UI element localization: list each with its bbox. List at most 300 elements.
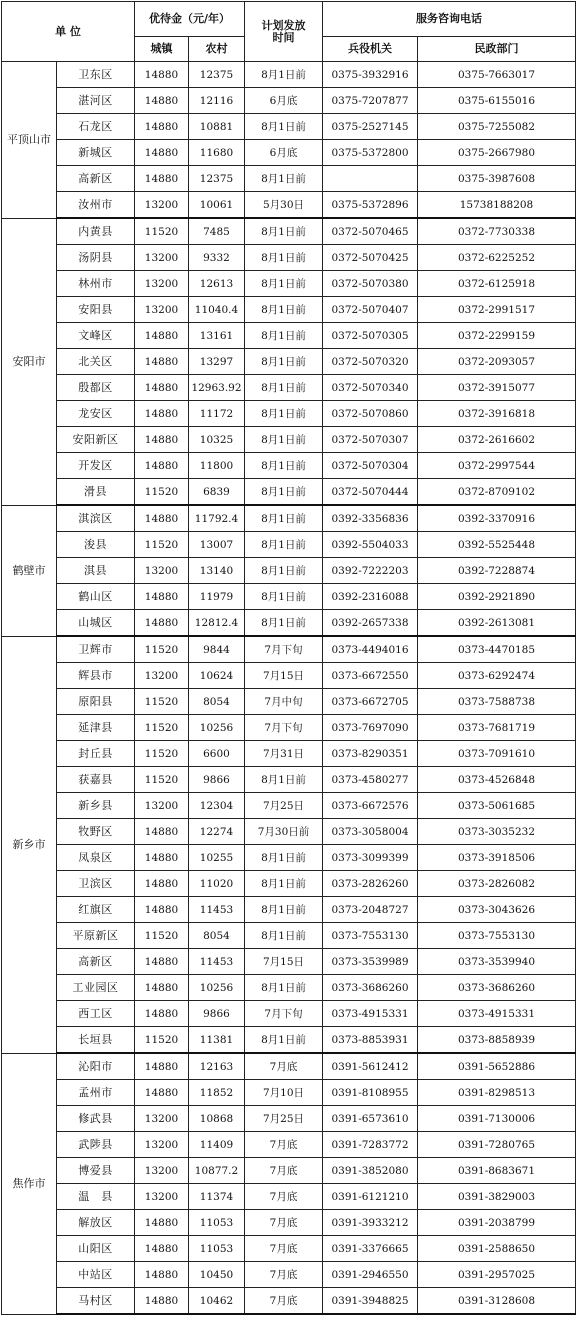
urban-amount: 13200 (135, 1158, 189, 1184)
urban-amount: 14880 (135, 114, 189, 140)
unit-name: 安阳新区 (57, 427, 135, 453)
plan-time: 7月15日 (245, 949, 323, 975)
table-row (2, 1210, 576, 1236)
rural-amount: 13140 (189, 558, 245, 584)
civil-phone: 0373-6292474 (418, 663, 576, 689)
military-phone: 0372-5070340 (323, 375, 418, 401)
plan-time: 7月下旬 (245, 636, 323, 663)
civil-phone: 0373-3686260 (418, 975, 576, 1001)
rural-amount: 7485 (189, 218, 245, 245)
table-row (2, 663, 576, 689)
rural-amount: 11792.4 (189, 505, 245, 532)
unit-name: 平原新区 (57, 923, 135, 949)
plan-time: 8月1日前 (245, 62, 323, 88)
table-row (2, 975, 576, 1001)
unit-name: 牧野区 (57, 819, 135, 845)
plan-time: 8月1日前 (245, 505, 323, 532)
table-row (2, 479, 576, 506)
plan-time: 7月15日 (245, 663, 323, 689)
table-row (2, 427, 576, 453)
plan-time: 8月1日前 (245, 479, 323, 506)
rural-amount: 6839 (189, 479, 245, 506)
military-phone: 0392-2657338 (323, 610, 418, 637)
unit-name: 内黄县 (57, 218, 135, 245)
military-phone: 0373-3058004 (323, 819, 418, 845)
plan-time: 7月底 (245, 1288, 323, 1315)
table-row (2, 1288, 576, 1315)
unit-name: 淇滨区 (57, 505, 135, 532)
civil-phone: 0372-2997544 (418, 453, 576, 479)
military-phone: 0391-6573610 (323, 1106, 418, 1132)
military-phone: 0372-5070307 (323, 427, 418, 453)
urban-amount: 14880 (135, 610, 189, 637)
urban-amount: 14880 (135, 1210, 189, 1236)
urban-amount: 14880 (135, 88, 189, 114)
urban-amount: 11520 (135, 479, 189, 506)
subsidy-header: 优待金（元/年） (135, 2, 245, 37)
urban-amount: 13200 (135, 1132, 189, 1158)
table-row (2, 1080, 576, 1106)
civil-phone: 0391-2957025 (418, 1262, 576, 1288)
civil-phone: 0391-3829003 (418, 1184, 576, 1210)
rural-amount: 13161 (189, 323, 245, 349)
city-name: 鹤壁市 (2, 505, 57, 636)
civil-phone: 0392-2613081 (418, 610, 576, 637)
rural-amount: 10877.2 (189, 1158, 245, 1184)
military-phone: 0372-5070465 (323, 218, 418, 245)
city-name: 安阳市 (2, 218, 57, 505)
table-row (2, 140, 576, 166)
civil-phone: 0372-2299159 (418, 323, 576, 349)
urban-amount: 14880 (135, 1001, 189, 1027)
civil-phone: 15738188208 (418, 192, 576, 219)
table-row (2, 584, 576, 610)
military-phone: 0391-5612412 (323, 1053, 418, 1080)
urban-amount: 14880 (135, 897, 189, 923)
plan-time: 8月1日前 (245, 453, 323, 479)
table-row (2, 218, 576, 245)
plan-time: 8月1日前 (245, 218, 323, 245)
unit-name: 开发区 (57, 453, 135, 479)
rural-amount: 10868 (189, 1106, 245, 1132)
unit-name: 工业园区 (57, 975, 135, 1001)
urban-amount: 14880 (135, 62, 189, 88)
civil-phone: 0373-7553130 (418, 923, 576, 949)
plan-time: 8月1日前 (245, 532, 323, 558)
civil-phone: 0373-2826082 (418, 871, 576, 897)
urban-amount: 13200 (135, 297, 189, 323)
rural-amount: 12963.92 (189, 375, 245, 401)
military-phone: 0375-5372896 (323, 192, 418, 219)
military-phone: 0391-6121210 (323, 1184, 418, 1210)
urban-amount: 11520 (135, 636, 189, 663)
military-phone: 0372-5070305 (323, 323, 418, 349)
military-phone: 0375-5372800 (323, 140, 418, 166)
plan-time: 7月底 (245, 1236, 323, 1262)
urban-amount: 13200 (135, 1184, 189, 1210)
unit-name: 凤泉区 (57, 845, 135, 871)
unit-name: 红旗区 (57, 897, 135, 923)
rural-amount: 9866 (189, 1001, 245, 1027)
military-phone: 0391-8108955 (323, 1080, 418, 1106)
rural-amount: 12375 (189, 166, 245, 192)
unit-name: 中站区 (57, 1262, 135, 1288)
city-name: 新乡市 (2, 636, 57, 1053)
plan-time: 8月1日前 (245, 1027, 323, 1054)
civil-phone: 0372-6225252 (418, 245, 576, 271)
unit-name: 石龙区 (57, 114, 135, 140)
table-row (2, 114, 576, 140)
military-phone: 0391-2946550 (323, 1262, 418, 1288)
urban-amount: 14880 (135, 1053, 189, 1080)
military-phone: 0373-7553130 (323, 923, 418, 949)
civil-phone: 0391-2588650 (418, 1236, 576, 1262)
unit-name: 滑县 (57, 479, 135, 506)
table-row (2, 1184, 576, 1210)
military-phone: 0373-6672550 (323, 663, 418, 689)
plan-time: 8月1日前 (245, 584, 323, 610)
rural-amount: 8054 (189, 689, 245, 715)
rural-amount: 11053 (189, 1210, 245, 1236)
civil-phone: 0392-5525448 (418, 532, 576, 558)
military-phone: 0373-4494016 (323, 636, 418, 663)
plan-time: 8月1日前 (245, 871, 323, 897)
rural-amount: 9844 (189, 636, 245, 663)
civil-phone: 0372-2991517 (418, 297, 576, 323)
military-phone: 0373-8853931 (323, 1027, 418, 1054)
urban-amount: 14880 (135, 1288, 189, 1315)
civil-phone: 0373-7091610 (418, 741, 576, 767)
urban-amount: 14880 (135, 1262, 189, 1288)
plan-time: 7月底 (245, 1158, 323, 1184)
rural-amount: 11680 (189, 140, 245, 166)
table-row (2, 1132, 576, 1158)
civil-phone: 0375-3987608 (418, 166, 576, 192)
table-row (2, 558, 576, 584)
civil-phone: 0373-4915331 (418, 1001, 576, 1027)
rural-amount: 11409 (189, 1132, 245, 1158)
rural-amount: 12375 (189, 62, 245, 88)
military-phone: 0373-3686260 (323, 975, 418, 1001)
military-phone: 0372-5070380 (323, 271, 418, 297)
table-row (2, 610, 576, 637)
military-phone: 0391-7283772 (323, 1132, 418, 1158)
rural-amount: 11852 (189, 1080, 245, 1106)
urban-amount: 14880 (135, 323, 189, 349)
table-row (2, 636, 576, 663)
plan-time: 8月1日前 (245, 271, 323, 297)
urban-amount: 13200 (135, 271, 189, 297)
plan-time: 8月1日前 (245, 975, 323, 1001)
unit-name: 武陟县 (57, 1132, 135, 1158)
table-row (2, 845, 576, 871)
military-phone: 0372-5070407 (323, 297, 418, 323)
unit-name: 马村区 (57, 1288, 135, 1315)
civil-phone: 0372-2093057 (418, 349, 576, 375)
plan-time: 7月10日 (245, 1080, 323, 1106)
military-phone: 0372-5070320 (323, 349, 418, 375)
rural-amount: 11040.4 (189, 297, 245, 323)
plan-time: 7月25日 (245, 1106, 323, 1132)
military-phone: 0391-3948825 (323, 1288, 418, 1315)
civil-phone: 0372-6125918 (418, 271, 576, 297)
table-row (2, 1236, 576, 1262)
table-row (2, 767, 576, 793)
urban-amount: 11520 (135, 218, 189, 245)
rural-amount: 9332 (189, 245, 245, 271)
unit-name: 殷都区 (57, 375, 135, 401)
urban-amount: 11520 (135, 689, 189, 715)
plan-time: 6月底 (245, 88, 323, 114)
table-row (2, 62, 576, 88)
rural-amount: 13007 (189, 532, 245, 558)
civil-phone: 0373-3043626 (418, 897, 576, 923)
military-phone: 0375-2527145 (323, 114, 418, 140)
military-header: 兵役机关 (323, 37, 418, 62)
civil-phone: 0373-7588738 (418, 689, 576, 715)
civil-phone: 0373-3035232 (418, 819, 576, 845)
plan-time: 8月1日前 (245, 166, 323, 192)
urban-amount: 14880 (135, 949, 189, 975)
civil-phone: 0392-7228874 (418, 558, 576, 584)
plan-time: 7月底 (245, 1053, 323, 1080)
rural-amount: 10061 (189, 192, 245, 219)
urban-amount: 14880 (135, 845, 189, 871)
rural-amount: 10624 (189, 663, 245, 689)
plan-time: 8月1日前 (245, 427, 323, 453)
rural-amount: 11453 (189, 897, 245, 923)
unit-name: 林州市 (57, 271, 135, 297)
table-row (2, 375, 576, 401)
unit-name: 西工区 (57, 1001, 135, 1027)
plan-time: 7月下旬 (245, 715, 323, 741)
unit-name: 安阳县 (57, 297, 135, 323)
urban-amount: 13200 (135, 245, 189, 271)
civil-phone: 0391-3128608 (418, 1288, 576, 1315)
plan-time: 7月25日 (245, 793, 323, 819)
unit-name: 湛河区 (57, 88, 135, 114)
urban-amount: 13200 (135, 192, 189, 219)
table-row (2, 349, 576, 375)
urban-amount: 14880 (135, 819, 189, 845)
unit-name: 获嘉县 (57, 767, 135, 793)
civil-phone: 0373-3539940 (418, 949, 576, 975)
unit-name: 卫辉市 (57, 636, 135, 663)
military-phone: 0391-3376665 (323, 1236, 418, 1262)
table-row (2, 1158, 576, 1184)
civil-phone: 0391-2038799 (418, 1210, 576, 1236)
military-phone: 0373-8290351 (323, 741, 418, 767)
urban-amount: 13200 (135, 1106, 189, 1132)
unit-name: 新城区 (57, 140, 135, 166)
table-row (2, 949, 576, 975)
civil-phone: 0373-3918506 (418, 845, 576, 871)
plan-time: 8月1日前 (245, 897, 323, 923)
civil-phone: 0373-5061685 (418, 793, 576, 819)
table-row (2, 297, 576, 323)
unit-name: 新乡县 (57, 793, 135, 819)
table-row (2, 271, 576, 297)
table-row (2, 453, 576, 479)
civil-phone: 0375-7255082 (418, 114, 576, 140)
urban-amount: 13200 (135, 558, 189, 584)
plan-time: 8月1日前 (245, 610, 323, 637)
urban-amount: 14880 (135, 1080, 189, 1106)
civil-phone: 0373-4470185 (418, 636, 576, 663)
urban-amount: 14880 (135, 375, 189, 401)
civil-phone: 0392-2921890 (418, 584, 576, 610)
table-row (2, 88, 576, 114)
plan-time: 8月1日前 (245, 923, 323, 949)
urban-amount: 14880 (135, 975, 189, 1001)
rural-amount: 11979 (189, 584, 245, 610)
table-row (2, 192, 576, 219)
rural-amount: 12116 (189, 88, 245, 114)
civil-phone: 0372-3916818 (418, 401, 576, 427)
military-phone: 0392-7222203 (323, 558, 418, 584)
table-row (2, 532, 576, 558)
plan-time: 7月底 (245, 1132, 323, 1158)
table-row (2, 689, 576, 715)
table-row (2, 1001, 576, 1027)
rural-amount: 10325 (189, 427, 245, 453)
table-row (2, 505, 576, 532)
unit-name: 孟州市 (57, 1080, 135, 1106)
unit-name: 封丘县 (57, 741, 135, 767)
unit-name: 沁阳市 (57, 1053, 135, 1080)
plan-time: 8月1日前 (245, 349, 323, 375)
unit-name: 高新区 (57, 166, 135, 192)
urban-amount: 14880 (135, 166, 189, 192)
military-phone (323, 166, 418, 192)
military-phone: 0373-6672705 (323, 689, 418, 715)
plan-time-line2: 时间 (272, 30, 295, 44)
plan-time-line1: 计划发放 (261, 18, 306, 32)
table-row (2, 793, 576, 819)
plan-time: 8月1日前 (245, 845, 323, 871)
rural-amount: 9866 (189, 767, 245, 793)
unit-name: 原阳县 (57, 689, 135, 715)
rural-amount: 12274 (189, 819, 245, 845)
military-phone: 0373-2826260 (323, 871, 418, 897)
unit-name: 山阳区 (57, 1236, 135, 1262)
rural-amount: 10256 (189, 975, 245, 1001)
rural-amount: 11453 (189, 949, 245, 975)
rural-amount: 10881 (189, 114, 245, 140)
table-row (2, 1053, 576, 1080)
table-row (2, 819, 576, 845)
urban-amount: 14880 (135, 349, 189, 375)
civil-phone: 0391-8683671 (418, 1158, 576, 1184)
civil-phone: 0391-8298513 (418, 1080, 576, 1106)
urban-amount: 14880 (135, 401, 189, 427)
military-phone: 0372-5070444 (323, 479, 418, 506)
plan-time: 7月底 (245, 1184, 323, 1210)
civil-header: 民政部门 (418, 37, 576, 62)
urban-amount: 14880 (135, 1236, 189, 1262)
urban-amount: 13200 (135, 663, 189, 689)
plan-time: 8月1日前 (245, 297, 323, 323)
military-phone: 0391-3933212 (323, 1210, 418, 1236)
plan-time: 8月1日前 (245, 375, 323, 401)
urban-amount: 11520 (135, 532, 189, 558)
urban-amount: 14880 (135, 584, 189, 610)
urban-header: 城镇 (135, 37, 189, 62)
rural-amount: 12812.4 (189, 610, 245, 637)
civil-phone: 0391-7130006 (418, 1106, 576, 1132)
plan-time: 7月中旬 (245, 689, 323, 715)
city-name: 焦作市 (2, 1053, 57, 1314)
plan-time: 8月1日前 (245, 245, 323, 271)
rural-amount: 13297 (189, 349, 245, 375)
unit-name: 卫东区 (57, 62, 135, 88)
military-phone: 0392-3356836 (323, 505, 418, 532)
military-phone: 0375-3932916 (323, 62, 418, 88)
rural-amount: 10256 (189, 715, 245, 741)
rural-amount: 6600 (189, 741, 245, 767)
civil-phone: 0372-3915077 (418, 375, 576, 401)
rural-amount: 12304 (189, 793, 245, 819)
unit-name: 辉县市 (57, 663, 135, 689)
unit-name: 鹤山区 (57, 584, 135, 610)
military-phone: 0373-3539989 (323, 949, 418, 975)
unit-name: 延津县 (57, 715, 135, 741)
civil-phone: 0391-7280765 (418, 1132, 576, 1158)
table-row (2, 166, 576, 192)
rural-header: 农村 (189, 37, 245, 62)
plan-time-header (245, 2, 323, 62)
civil-phone: 0372-8709102 (418, 479, 576, 506)
unit-name: 山城区 (57, 610, 135, 637)
unit-name: 文峰区 (57, 323, 135, 349)
military-phone: 0373-3099399 (323, 845, 418, 871)
unit-name: 解放区 (57, 1210, 135, 1236)
table-body (2, 62, 576, 1315)
civil-phone: 0373-8858939 (418, 1027, 576, 1054)
rural-amount: 11800 (189, 453, 245, 479)
table-row (2, 401, 576, 427)
military-phone: 0372-5070860 (323, 401, 418, 427)
military-phone: 0373-2048727 (323, 897, 418, 923)
table-header (2, 2, 576, 62)
table-row (2, 1262, 576, 1288)
military-phone: 0392-5504033 (323, 532, 418, 558)
rural-amount: 8054 (189, 923, 245, 949)
unit-name: 浚县 (57, 532, 135, 558)
unit-name: 高新区 (57, 949, 135, 975)
urban-amount: 14880 (135, 453, 189, 479)
civil-phone: 0375-2667980 (418, 140, 576, 166)
plan-time: 8月1日前 (245, 114, 323, 140)
plan-time: 8月1日前 (245, 401, 323, 427)
plan-time: 5月30日 (245, 192, 323, 219)
plan-time: 7月下旬 (245, 1001, 323, 1027)
urban-amount: 14880 (135, 427, 189, 453)
civil-phone: 0372-2616602 (418, 427, 576, 453)
urban-amount: 11520 (135, 741, 189, 767)
unit-name: 龙安区 (57, 401, 135, 427)
city-name: 平顶山市 (2, 62, 57, 219)
plan-time: 7月31日 (245, 741, 323, 767)
table-row (2, 897, 576, 923)
military-phone: 0375-7207877 (323, 88, 418, 114)
urban-amount: 11520 (135, 923, 189, 949)
service-header: 服务咨询电话 (323, 2, 576, 37)
rural-amount: 11374 (189, 1184, 245, 1210)
civil-phone: 0375-6155016 (418, 88, 576, 114)
rural-amount: 11020 (189, 871, 245, 897)
military-phone: 0372-5070425 (323, 245, 418, 271)
